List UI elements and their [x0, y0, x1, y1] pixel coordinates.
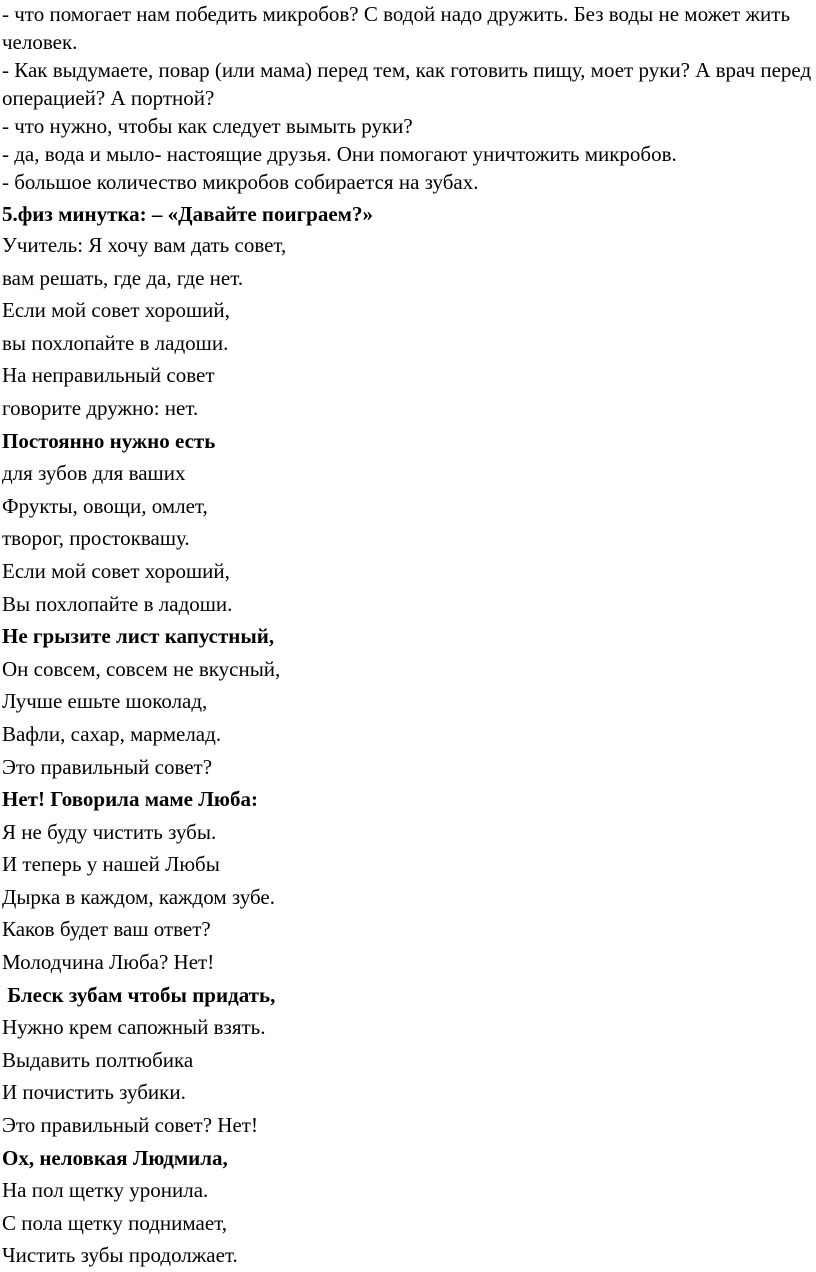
verse-line: Вы похлопайте в ладоши.: [2, 591, 233, 616]
verse-line: Фрукты, овощи, омлет,: [2, 493, 208, 518]
verse-line: Блеск зубам чтобы придать,: [2, 982, 276, 1007]
verse-line: Не грызите лист капустный,: [2, 624, 275, 649]
verse-line: На пол щетку уронила.: [2, 1178, 209, 1203]
verse-line: И теперь у нашей Любы: [2, 852, 220, 877]
intro-paragraph-5: - большое количество микробов собирается на зубах.: [2, 170, 479, 194]
verse-line: Ох, неловкая Людмила,: [2, 1145, 228, 1170]
verse-line: Если мой совет хороший,: [2, 298, 230, 323]
verse-line: И почистить зубики.: [2, 1080, 186, 1105]
verse-line: творог, простоквашу.: [2, 526, 190, 551]
verse-line: Дырка в каждом, каждом зубе.: [2, 884, 275, 909]
verse-line: для зубов для ваших: [2, 461, 186, 486]
verse-line: Лучше ешьте шоколад,: [2, 689, 208, 714]
intro-paragraph-2: - Как выдумаете, повар (или мама) перед тем, как готовить пищу, моет руки? А врач перед операцией? А портной?: [2, 58, 812, 110]
intro-paragraph-1: - что помогает нам победить микробов? С водой надо дружить. Без воды не может жить человек.: [2, 2, 791, 54]
verse-line: Молодчина Люба? Нет!: [2, 950, 215, 975]
poem-verse: [2, 229, 816, 1272]
verse-line: Я не буду чистить зубы.: [2, 819, 217, 844]
verse-line: Это правильный совет?: [2, 754, 213, 779]
verse-line: говорите дружно: нет.: [2, 395, 199, 420]
verse-line: вы похлопайте в ладоши.: [2, 330, 229, 355]
verse-line: Нужно крем сапожный взять.: [2, 1015, 266, 1040]
verse-line: Учитель: Я хочу вам дать совет,: [2, 233, 287, 257]
verse-line: Это правильный совет? Нет!: [2, 1113, 258, 1138]
intro-paragraphs: [2, 0, 816, 196]
verse-line: вам решать, где да, где нет.: [2, 265, 244, 290]
verse-line: Каков будет ваш ответ?: [2, 917, 211, 942]
verse-line: Постоянно нужно есть: [2, 428, 216, 453]
verse-line: Вафли, сахар, мармелад.: [2, 721, 222, 746]
verse-line: Выдавить полтюбика: [2, 1047, 194, 1072]
intro-paragraph-4: - да, вода и мыло- настоящие друзья. Они помогают уничтожить микробов.: [2, 142, 677, 166]
verse-line: Нет! Говорила маме Люба:: [2, 787, 258, 812]
verse-line: Если мой совет хороший,: [2, 558, 230, 583]
intro-paragraph-3: - что нужно, чтобы как следует вымыть руки?: [2, 114, 413, 138]
verse-line: Он совсем, совсем не вкусный,: [2, 656, 281, 681]
verse-line: На неправильный совет: [2, 363, 215, 388]
verse-line: С пола щетку поднимает,: [2, 1210, 228, 1235]
section-heading: 5.физ минутка: – «Давайте поиграем?»: [2, 202, 373, 226]
verse-line: Чистить зубы продолжает.: [2, 1243, 238, 1268]
